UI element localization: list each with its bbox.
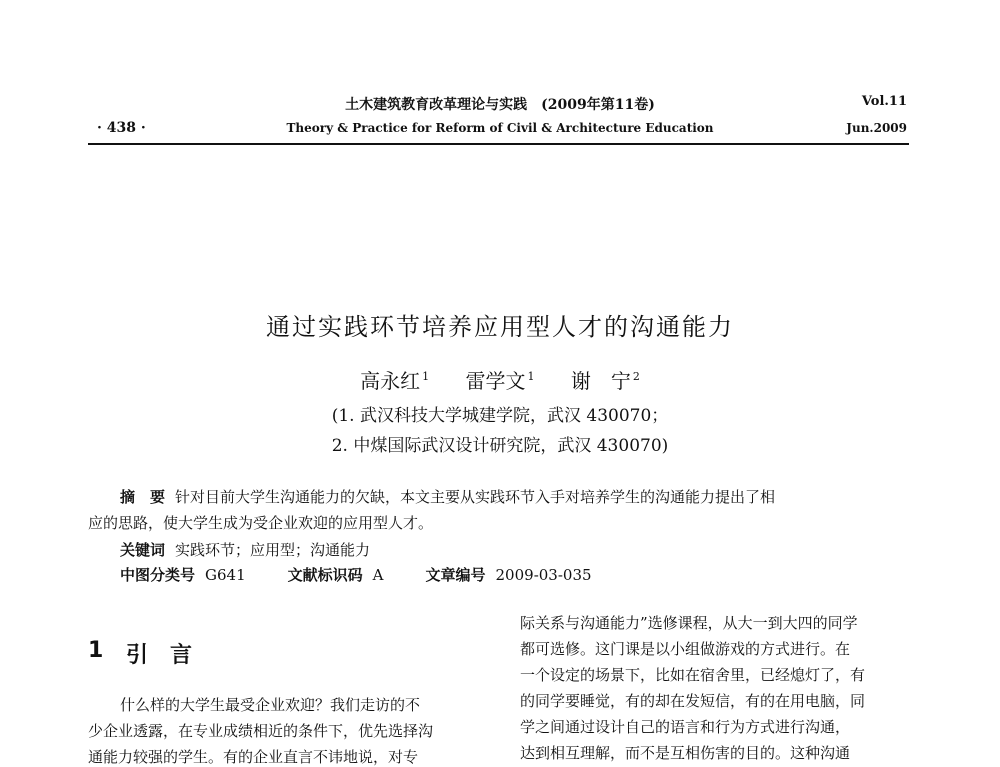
doccode-label: 文献标识码	[287, 566, 363, 584]
keywords-label: 关键词	[120, 541, 166, 559]
author-list	[0, 365, 1000, 394]
abstract-label: 摘 要	[120, 488, 166, 506]
abstract	[120, 486, 775, 507]
right-paragraph-line: 际关系与沟通能力”选修课程，从大一到大四的同学	[520, 614, 858, 632]
volume-label: Vol.11	[861, 94, 907, 109]
abstract-text-2: 应的思路，使大学生成为受企业欢迎的应用型人才。	[88, 514, 434, 532]
affiliation-1: (1. 武汉科技大学城建学院，武汉 430070；	[331, 406, 669, 426]
article-title: 通过实践环节培养应用型人才的沟通能力	[266, 313, 734, 341]
header-rule	[88, 143, 909, 145]
author: 高永红 $^1$	[360, 369, 430, 393]
doccode-value: A	[372, 566, 384, 584]
abstract-text-1: 针对目前大学生沟通能力的欠缺，本文主要从实践环节入手对培养学生的沟通能力提出了相	[175, 488, 776, 506]
journal-title-en: Theory & Practice for Reform of Civil & Architecture Education	[286, 121, 714, 135]
right-paragraph-line: 一个设定的场景下，比如在宿舍里，已经熄灯了，有	[520, 666, 866, 684]
articleno-value: 2009-03-035	[495, 566, 592, 584]
page-number: · 438 ·	[97, 120, 146, 136]
journal-title-cn: 土木建筑教育改革理论与实践 (2009年第11卷)	[345, 97, 655, 113]
right-paragraph-line: 学之间通过设计自己的语言和行为方式进行沟通，	[520, 718, 851, 736]
clc-value: G641	[205, 566, 246, 584]
clc-label: 中图分类号	[120, 566, 196, 584]
left-paragraph-line: 什么样的大学生最受企业欢迎？我们走访的不	[120, 696, 421, 714]
classification-line	[120, 564, 592, 585]
section-title: 引言	[126, 643, 215, 668]
right-paragraph-line: 都可选修。这门课是以小组做游戏的方式进行。在	[520, 640, 851, 658]
right-paragraph-line: 的同学要睡觉，有的却在发短信，有的在用电脑，同	[520, 692, 866, 710]
left-paragraph-line: 少企业透露，在专业成绩相近的条件下，优先选择沟	[88, 722, 434, 740]
affiliation-2: 2. 中煤国际武汉设计研究院，武汉 430070)	[331, 436, 669, 456]
author: 谢 宁 $^2$	[570, 369, 640, 393]
section-number: 1	[88, 638, 104, 663]
articleno-label: 文章编号	[425, 566, 486, 584]
right-paragraph-line: 达到相互理解，而不是互相伤害的目的。这种沟通	[520, 744, 851, 762]
keywords-text: 实践环节；应用型；沟通能力	[175, 541, 371, 559]
keywords	[120, 539, 370, 560]
left-paragraph-line: 通能力较强的学生。有的企业直言不讳地说，对专	[88, 748, 419, 766]
issue-date: Jun.2009	[846, 121, 907, 135]
author: 雷学文 $^1$	[465, 369, 535, 393]
